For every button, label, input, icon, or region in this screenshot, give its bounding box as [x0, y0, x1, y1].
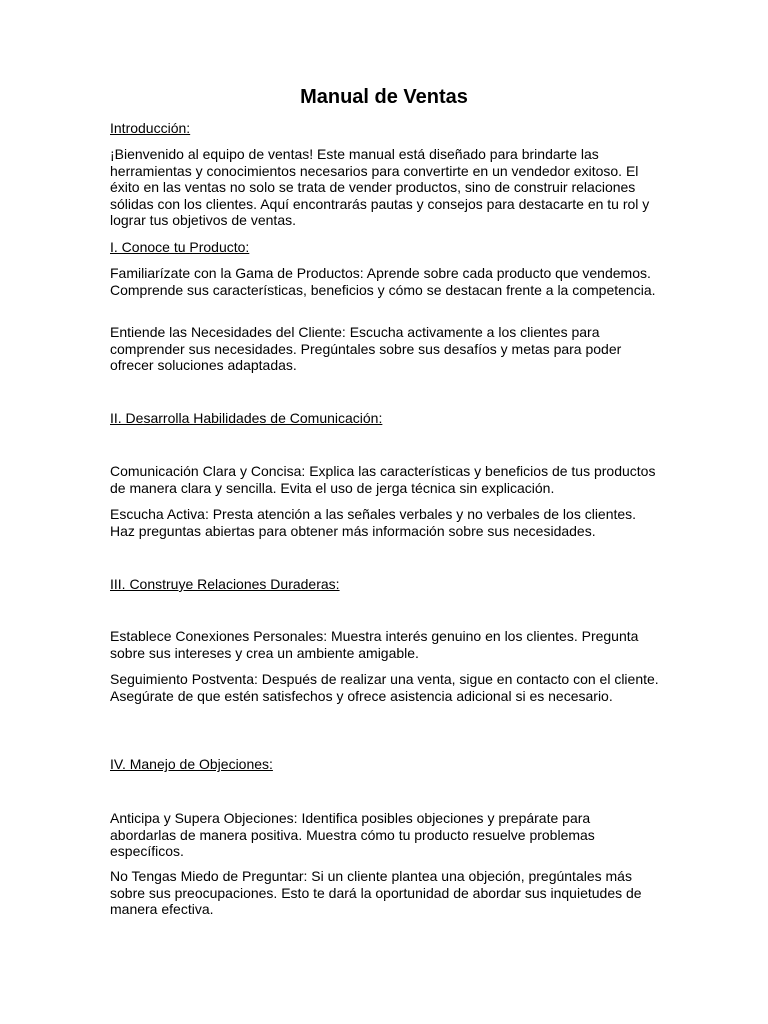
section-4-paragraph-2: No Tengas Miedo de Preguntar: Si un cliente plantea una objeción, pregúntales más sobre sus preocupaciones. Esto te dará la oportunidad de abordar sus inquietudes de manera efectiva.: [110, 868, 642, 918]
section-3-paragraph-2: Seguimiento Postventa: Después de realizar una venta, sigue en contacto con el cliente. Asegúrate de que estén satisfechos y ofrece asistencia adicional si es necesario.: [110, 671, 659, 704]
intro-heading: Introducción:: [110, 120, 191, 136]
section-1-paragraph-2: Entiende las Necesidades del Cliente: Escucha activamente a los clientes para comprender sus necesidades. Pregúntales sobre sus desafíos y metas para poder ofrecer soluciones adaptadas.: [110, 324, 622, 374]
section-2-paragraph-2: Escucha Activa: Presta atención a las señales verbales y no verbales de los clientes. Haz preguntas abiertas para obtener más información sobre sus necesidades.: [110, 506, 637, 539]
section-2-heading: II. Desarrolla Habilidades de Comunicación:: [110, 410, 383, 426]
section-1-paragraph-1: Familiarízate con la Gama de Productos: Aprende sobre cada producto que vendemos. Comprende sus características, beneficios y cómo se destacan frente a la competencia.: [110, 265, 656, 298]
section-4-paragraph-1: Anticipa y Supera Objeciones: Identifica posibles objeciones y prepárate para abordarlas de manera positiva. Muestra cómo tu producto resuelve problemas específicos.: [110, 810, 595, 860]
section-4-heading: IV. Manejo de Objeciones:: [110, 756, 273, 772]
section-3-heading: III. Construye Relaciones Duraderas:: [110, 576, 340, 592]
section-3-paragraph-1: Establece Conexiones Personales: Muestra interés genuino en los clientes. Pregunta sobre sus intereses y crea un ambiente amigable.: [110, 628, 639, 661]
document-title: Manual de Ventas: [300, 86, 468, 108]
section-1-heading: I. Conoce tu Producto:: [110, 239, 250, 255]
section-2-paragraph-1: Comunicación Clara y Concisa: Explica las características y beneficios de tus productos de manera clara y sencilla. Evita el uso de jerga técnica sin explicación.: [110, 463, 656, 496]
intro-paragraph: ¡Bienvenido al equipo de ventas! Este manual está diseñado para brindarte las herramientas y conocimientos necesarios para convertirte en un vendedor exitoso. El éxito en las ventas no solo se trata de vender productos, sino de construir relaciones sólidas con los clientes. Aquí encontrarás pautas y consejos para destacarte en tu rol y lograr tus objetivos de ventas.: [110, 146, 650, 229]
